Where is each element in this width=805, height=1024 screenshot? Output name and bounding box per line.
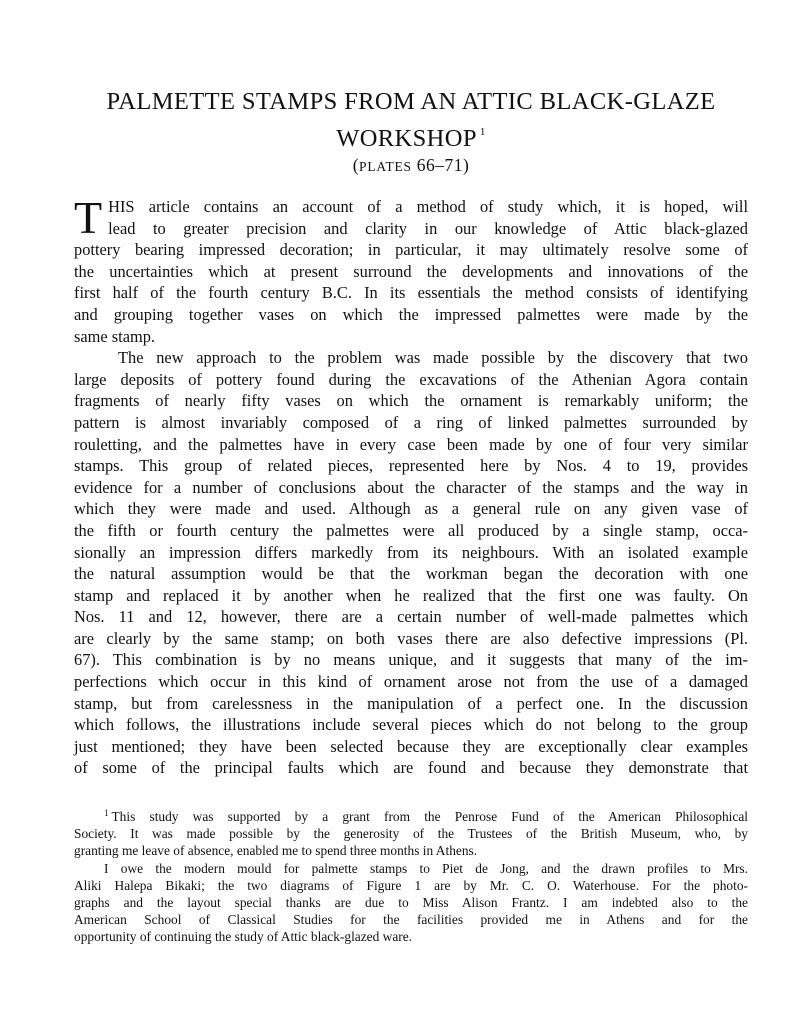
footnote-line: granting me leave of absence, enabled me to spend three months in Athens. bbox=[74, 843, 478, 859]
text-line: pattern is almost invariably composed of a ring of linked palmettes surrounded by bbox=[74, 412, 748, 432]
text-line: the natural assumption would be that the workman began the decoration with one bbox=[74, 564, 748, 584]
text-line: evidence for a number of conclusions about the character of the stamps and the way in bbox=[74, 477, 748, 497]
drop-cap: T bbox=[74, 192, 103, 243]
text-line: large deposits of pottery found during the excavations of the Athenian Agora contain bbox=[74, 369, 748, 389]
plates-range: 66–71) bbox=[416, 155, 470, 175]
text-line: stamp, but from carelessness in the manipulation of a perfect one. In the discussion bbox=[74, 693, 748, 713]
text-line: The new approach to the problem was made possible by the discovery that two bbox=[118, 348, 748, 368]
text-line: sionally an impression differs markedly from its neighbours. With an isolated example bbox=[74, 542, 748, 562]
footnote-mark: 1 bbox=[104, 808, 109, 818]
article-title bbox=[74, 86, 748, 154]
text-line: the uncertainties which at present surround the developments and innovations of the bbox=[74, 261, 748, 281]
text-line: stamps. This group of related pieces, represented here by Nos. 4 to 19, provides bbox=[74, 456, 748, 476]
text-line: same stamp. bbox=[74, 326, 156, 346]
text-line: HIS article contains an account of a method of study which, it is hoped, will bbox=[108, 197, 748, 216]
title-line-2: WORKSHOP bbox=[336, 125, 477, 152]
text-line: rouletting, and the palmettes have in every case been made by one of four very similar bbox=[74, 434, 748, 454]
text-line: which they were made and used. Although as a general rule on any given vase of bbox=[74, 499, 748, 519]
title-line-1: PALMETTE STAMPS FROM AN ATTIC BLACK-GLAZE bbox=[106, 88, 716, 115]
paragraph-1 bbox=[74, 192, 748, 347]
footnote-line: $^1$ This study was supported by a grant from the Penrose Fund of the American Philosophical bbox=[104, 808, 748, 824]
footnote-line: Society. It was made possible by the generosity of the Trustees of the British Museum, who, by bbox=[74, 826, 748, 842]
text-line: the fifth or fourth century the palmettes were all produced by a single stamp, occa- bbox=[74, 520, 748, 540]
text-line: are clearly by the same stamp; on both vases there are also defective impressions (Pl. bbox=[74, 628, 748, 648]
text-line: of some of the principal faults which are found and because they demonstrate that bbox=[74, 758, 748, 778]
text-line: and grouping together vases on which the impressed palmettes were made by the bbox=[74, 304, 748, 324]
plates-reference: (PLATES 66–71) bbox=[352, 155, 470, 175]
plates-word: PLATES bbox=[359, 159, 412, 174]
text-line: first half of the fourth century B.C. In its essentials the method consists of identifying bbox=[74, 283, 748, 303]
text-line: just mentioned; they have been selected because they are exceptionally clear examples bbox=[74, 736, 748, 756]
text-line: which follows, the illustrations include several pieces which do not belong to the group bbox=[74, 715, 748, 735]
text-line: pottery bearing impressed decoration; in particular, it may ultimately resolve some of bbox=[74, 240, 748, 260]
footnote-line: Aliki Halepa Bikaki; the two diagrams of Figure 1 are by Mr. C. O. Waterhouse. For the photo- bbox=[74, 877, 748, 893]
body-text bbox=[74, 192, 748, 779]
text-line: fragments of nearly fifty vases on which the ornament is remarkably uniform; the bbox=[74, 391, 748, 411]
footnote-line: American School of Classical Studies for the facilities provided me in Athens and for the bbox=[74, 912, 748, 928]
footnote-line: opportunity of continuing the study of Attic black-glazed ware. bbox=[74, 929, 413, 945]
text-line: Nos. 11 and 12, however, there are a certain number of well-made palmettes which bbox=[74, 607, 748, 627]
text-line: lead to greater precision and clarity in our knowledge of Attic black-glazed bbox=[108, 218, 748, 238]
text-line: stamp and replaced it by another when he realized that the first one was faulty. On bbox=[74, 585, 748, 605]
title-footnote-mark[interactable]: 1 bbox=[479, 126, 486, 138]
footnotes bbox=[74, 805, 748, 946]
paragraph-2 bbox=[74, 347, 748, 779]
text-line: 67). This combination is by no means unique, and it suggests that many of the im- bbox=[74, 650, 748, 670]
footnote-line: graphs and the layout special thanks are due to Miss Alison Frantz. I am indebted also to the bbox=[74, 895, 748, 911]
text-line: perfections which occur in this kind of ornament arose not from the use of a damaged bbox=[74, 672, 748, 692]
footnote-line: I owe the modern mould for palmette stamps to Piet de Jong, and the drawn profiles to Mrs. bbox=[104, 860, 748, 876]
